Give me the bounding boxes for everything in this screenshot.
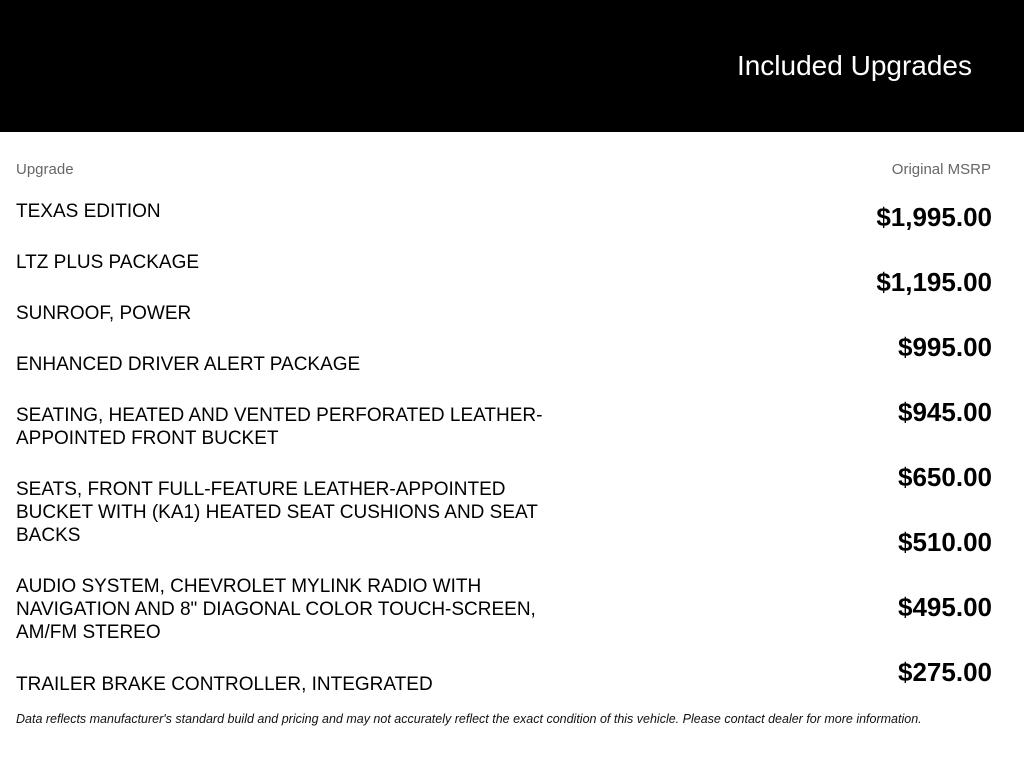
page-title: Included Upgrades [736, 50, 972, 81]
upgrade-item: ENHANCED DRIVER ALERT PACKAGE [16, 354, 361, 375]
upgrade-column-header: Upgrade [16, 161, 74, 178]
upgrade-item: TRAILER BRAKE CONTROLLER, INTEGRATED [16, 674, 433, 695]
msrp-column-header: Original MSRP [891, 161, 991, 178]
upgrade-item: SEATING, HEATED AND VENTED PERFORATED LEATHER-APPOINTED FRONT BUCKET [16, 405, 543, 449]
upgrade-item: SEATS, FRONT FULL-FEATURE LEATHER-APPOINTED BUCKET WITH (KA1) HEATED SEAT CUSHIONS AND SEAT BACKS [16, 479, 538, 546]
price-value: $650.00 [898, 462, 992, 492]
price-value: $275.00 [898, 657, 992, 687]
upgrade-item: LTZ PLUS PACKAGE [16, 252, 200, 273]
header-banner [0, 0, 1024, 132]
upgrade-item: AUDIO SYSTEM, CHEVROLET MYLINK RADIO WITH NAVIGATION AND 8" DIAGONAL COLOR TOUCH-SCREEN, AM/FM STEREO [16, 576, 536, 643]
price-list [876, 201, 992, 721]
price-value: $1,195.00 [876, 267, 992, 297]
price-value: $995.00 [898, 332, 992, 362]
price-value: $945.00 [898, 397, 992, 427]
price-value: $510.00 [898, 527, 992, 557]
disclaimer-text: Data reflects manufacturer's standard build and pricing and may not accurately reflect the exact condition of this vehicle. Please contact dealer for more information. [16, 712, 922, 726]
price-value: $1,995.00 [876, 202, 992, 232]
upgrade-item: SUNROOF, POWER [16, 303, 192, 324]
price-value: $495.00 [898, 592, 992, 622]
upgrade-item: TEXAS EDITION [16, 201, 161, 222]
upgrade-list [16, 200, 576, 696]
